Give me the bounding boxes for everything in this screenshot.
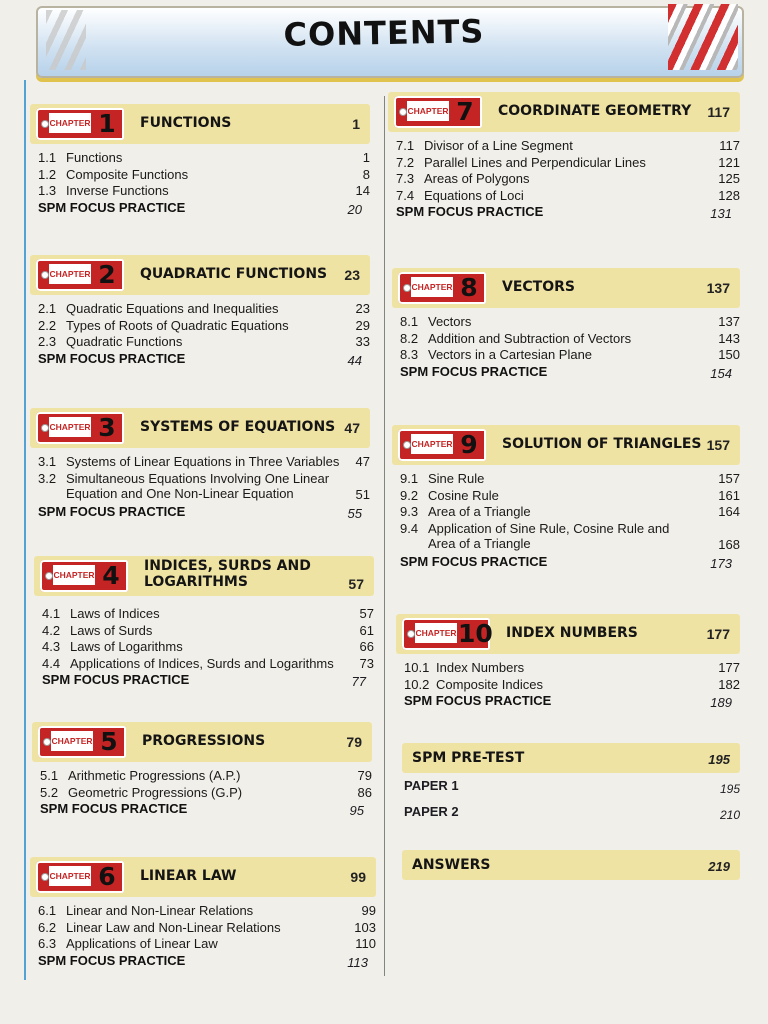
section-title [68, 785, 242, 800]
section-number: 6.1 [38, 903, 57, 918]
section-title-line: Application of Sine Rule, Cosine Rule and [428, 520, 670, 536]
section-number: 10.2 [404, 676, 430, 692]
section-row [400, 471, 740, 488]
section-page: 14 [355, 183, 370, 198]
section-title-line: Geometric Progressions (G.P) [68, 784, 243, 800]
section-row [38, 183, 370, 200]
section-page: 182 [718, 676, 740, 692]
answers-title: ANSWERS [412, 857, 491, 873]
section-number: 1.3 [38, 183, 57, 198]
section-title [66, 334, 182, 349]
chapter-title-line: INDEX NUMBERS [506, 625, 638, 641]
section-title-line: Area of a Triangle [428, 504, 531, 519]
chapter-title [140, 266, 327, 282]
chapter-title [144, 558, 311, 590]
section-page: 61 [359, 622, 374, 638]
chapter-page: 177 [706, 626, 730, 642]
section-title-line: Vectors [428, 314, 472, 329]
section-row [40, 768, 372, 785]
chapter-title [140, 115, 231, 131]
section-page: 110 [355, 936, 376, 951]
section-page: 66 [359, 639, 374, 654]
section-title [428, 488, 499, 503]
chapter-title [142, 733, 265, 749]
section-number: 7.4 [396, 187, 415, 203]
chapter-title-line: COORDINATE GEOMETRY [498, 103, 692, 119]
chapter-title [502, 436, 702, 452]
section-title [66, 920, 281, 935]
section-number: 7.1 [396, 138, 415, 153]
chapter-tag [394, 96, 482, 128]
section-number: 4.4 [42, 655, 61, 671]
tag-hole-icon [43, 738, 51, 746]
section-number: 9.1 [400, 471, 419, 486]
chapter-number: 8 [460, 273, 478, 302]
section-title-line: Sine Rule [428, 471, 485, 486]
section-row [38, 454, 370, 471]
section-page: 73 [359, 655, 374, 671]
tag-hole-icon [403, 441, 411, 449]
chapter-title [502, 279, 575, 295]
chapter-word: CHAPTER [49, 264, 91, 284]
chapter-word: CHAPTER [49, 866, 91, 886]
section-title-line: Functions [66, 150, 123, 165]
section-title-line-2: Equation and One Non-Linear Equation [66, 485, 294, 501]
section-row [38, 936, 376, 953]
chapter-10-bar [396, 614, 740, 654]
section-page: 29 [355, 317, 370, 333]
chapter-word: CHAPTER [49, 417, 91, 437]
spm-focus-practice-page: 44 [347, 352, 362, 368]
chapter-8-bar [392, 268, 740, 308]
paper-1-label: PAPER 1 [404, 778, 459, 793]
chapter-tag [36, 259, 124, 291]
tag-hole-icon [403, 284, 411, 292]
section-number: 5.2 [40, 784, 59, 800]
chapter-word: CHAPTER [53, 565, 95, 585]
section-row [42, 639, 374, 656]
spm-focus-practice-label: SPM FOCUS PRACTICE [42, 672, 190, 687]
spm-focus-practice-page: 113 [347, 954, 368, 970]
spm-focus-practice-page: 77 [351, 674, 366, 689]
section-row [396, 171, 740, 188]
section-title [428, 504, 531, 519]
pretest-title: SPM PRE-TEST [412, 750, 525, 766]
chapter-word: CHAPTER [407, 101, 449, 121]
section-page: 128 [718, 187, 740, 203]
spm-focus-practice-page: 189 [710, 695, 732, 710]
section-title [66, 318, 289, 333]
section-title [66, 903, 253, 918]
section-page: 57 [359, 606, 374, 621]
section-title [66, 471, 329, 501]
section-page: 99 [361, 903, 376, 918]
chapter-title-line: LINEAR LAW [140, 868, 237, 884]
section-title-line: Arithmetic Progressions (A.P.) [68, 768, 241, 783]
section-title-line: Applications of Indices, Surds and Logarithms [70, 655, 334, 671]
section-title-line: Divisor of a Line Segment [424, 138, 573, 153]
section-number: 4.2 [42, 622, 61, 638]
chapter-number: 3 [98, 413, 116, 442]
chapter-page: 137 [706, 280, 730, 296]
section-row [38, 920, 376, 937]
chapter-number: 9 [460, 430, 478, 459]
section-title [428, 471, 484, 486]
section-row [404, 660, 740, 677]
chapter-title-line: SYSTEMS OF EQUATIONS [140, 419, 336, 435]
spm-focus-practice-page: 173 [710, 555, 732, 571]
section-title [68, 768, 240, 783]
section-title [70, 639, 183, 654]
section-number: 4.3 [42, 639, 61, 654]
section-title [436, 677, 543, 692]
section-title-line-2: Area of a Triangle [428, 535, 531, 551]
chapter-page: 47 [344, 420, 360, 436]
chapter-number: 10 [458, 619, 493, 648]
chapter-title [140, 868, 236, 884]
section-row [38, 301, 370, 318]
tag-hole-icon [45, 572, 53, 580]
section-page: 23 [355, 301, 370, 316]
section-title [424, 138, 573, 153]
section-page: 86 [357, 784, 372, 800]
tag-hole-icon [41, 271, 49, 279]
section-title-line: Systems of Linear Equations in Three Variables [66, 454, 340, 469]
section-title-line: Inverse Functions [66, 183, 169, 198]
section-page: 157 [718, 471, 740, 486]
section-title [424, 188, 524, 203]
section-row [38, 318, 370, 335]
section-number: 1.2 [38, 166, 57, 182]
section-title [436, 660, 524, 675]
section-title-line: Laws of Indices [70, 606, 160, 621]
section-number: 9.4 [400, 520, 419, 536]
chapter-page: 1 [352, 116, 360, 132]
chapter-tag [36, 412, 124, 444]
chapter-6-bar [30, 857, 376, 897]
chapter-title-line: SOLUTION OF TRIANGLES [502, 436, 702, 452]
section-row [38, 903, 376, 920]
section-page: 51 [355, 487, 370, 502]
chapter-tag [398, 429, 486, 461]
chapter-4-bar [34, 556, 374, 596]
chapter-3-bar [30, 408, 370, 448]
chapter-tag [36, 108, 124, 140]
section-title [70, 656, 334, 671]
spm-focus-practice-page: 20 [347, 201, 362, 217]
section-title-line: Parallel Lines and Perpendicular Lines [424, 154, 646, 170]
chapter-page: 23 [344, 267, 360, 283]
paper-1-page: 195 [719, 782, 740, 796]
section-row [38, 167, 370, 184]
section-page: 177 [718, 660, 740, 675]
section-title-line: Addition and Subtraction of Vectors [428, 330, 632, 346]
chapter-word: CHAPTER [411, 277, 453, 297]
section-number: 6.3 [38, 936, 57, 951]
section-page: 79 [357, 768, 372, 783]
chapter-word: CHAPTER [51, 731, 93, 751]
section-title-line: Vectors in a Cartesian Plane [428, 347, 593, 362]
section-title-line: Areas of Polygons [424, 171, 530, 186]
chapter-number: 1 [98, 109, 116, 138]
chapter-tag [398, 272, 486, 304]
section-title [66, 183, 169, 198]
section-title-line: Composite Indices [436, 676, 543, 692]
section-page: 168 [718, 537, 740, 552]
section-row [400, 521, 740, 554]
section-number: 1.1 [38, 150, 57, 165]
section-row [42, 623, 374, 640]
spm-focus-practice-page: 131 [710, 206, 732, 221]
chapter-tag [38, 726, 126, 758]
section-title-line: Index Numbers [436, 660, 525, 675]
section-page: 161 [718, 487, 740, 503]
section-page: 121 [718, 154, 740, 170]
tag-hole-icon [41, 120, 49, 128]
spm-focus-practice-label: SPM FOCUS PRACTICE [38, 952, 186, 968]
section-page: 103 [354, 919, 376, 935]
spm-focus-practice-label: SPM FOCUS PRACTICE [40, 801, 188, 816]
section-number: 8.2 [400, 330, 419, 346]
chapter-number: 4 [102, 561, 120, 590]
spm-focus-practice-label: SPM FOCUS PRACTICE [38, 199, 186, 215]
chapter-word: CHAPTER [415, 623, 457, 643]
section-page: 1 [362, 150, 370, 165]
chapter-title [506, 625, 638, 641]
section-title-line: Equations of Loci [424, 187, 524, 203]
section-number: 5.1 [40, 768, 59, 783]
section-number: 4.1 [42, 606, 61, 621]
section-page: 125 [718, 171, 740, 186]
spm-focus-practice-label: SPM FOCUS PRACTICE [400, 363, 548, 379]
chapter-word: CHAPTER [49, 113, 91, 133]
chapter-number: 6 [98, 862, 116, 891]
paper-2-page: 210 [719, 808, 740, 822]
section-page: 33 [355, 334, 370, 349]
chapter-title [498, 103, 691, 119]
section-title [66, 301, 278, 316]
chapter-title-line-2: LOGARITHMS [144, 574, 248, 590]
chapter-page: 57 [348, 576, 364, 592]
chapter-2-bar [30, 255, 370, 295]
section-title-line: Laws of Surds [70, 622, 153, 638]
section-row [38, 471, 370, 504]
section-title-line: Quadratic Functions [66, 334, 183, 349]
section-title [428, 331, 631, 346]
section-row [400, 314, 740, 331]
section-title [428, 347, 592, 362]
spm-focus-practice-label: SPM FOCUS PRACTICE [396, 204, 544, 219]
chapter-title [140, 419, 335, 435]
section-number: 2.1 [38, 301, 57, 316]
section-row [400, 504, 740, 521]
section-row [404, 677, 740, 694]
column-divider [384, 96, 385, 976]
chapter-number: 5 [100, 727, 118, 756]
paper-2-label: PAPER 2 [404, 804, 459, 819]
chapter-title-line: PROGRESSIONS [142, 733, 266, 749]
answers-page: 219 [708, 859, 730, 874]
section-title-line: Linear Law and Non-Linear Relations [66, 919, 281, 935]
section-page: 137 [718, 314, 740, 329]
section-number: 7.2 [396, 154, 415, 170]
section-page: 47 [355, 454, 370, 469]
chapter-title-line: QUADRATIC FUNCTIONS [140, 266, 328, 282]
section-title [424, 171, 530, 186]
section-title-line: Quadratic Equations and Inequalities [66, 301, 279, 316]
section-number: 6.2 [38, 919, 57, 935]
section-title [424, 155, 646, 170]
chapter-9-bar [392, 425, 740, 465]
chapter-1-bar [30, 104, 370, 144]
section-title-line: Linear and Non-Linear Relations [66, 903, 254, 918]
section-title-line: Laws of Logarithms [70, 639, 183, 654]
chapter-7-bar [388, 92, 740, 132]
section-number: 3.1 [38, 454, 57, 469]
section-title [66, 167, 188, 182]
spm-focus-practice-label: SPM FOCUS PRACTICE [400, 553, 548, 569]
chapter-title-line: VECTORS [502, 279, 575, 295]
section-title [428, 314, 471, 329]
section-number: 9.3 [400, 504, 419, 519]
section-number: 8.3 [400, 347, 419, 362]
section-row [40, 785, 372, 802]
tag-hole-icon [41, 873, 49, 881]
tag-hole-icon [41, 424, 49, 432]
section-row [42, 656, 374, 673]
spm-focus-practice-page: 95 [349, 803, 364, 818]
section-number: 2.2 [38, 317, 57, 333]
chapter-page: 157 [706, 437, 730, 453]
section-title [66, 454, 339, 469]
section-row [400, 331, 740, 348]
section-title [66, 150, 122, 165]
chapter-word: CHAPTER [411, 434, 453, 454]
chapter-page: 79 [346, 734, 362, 750]
section-row [38, 150, 370, 167]
chapter-title-line: INDICES, SURDS AND [144, 558, 311, 574]
chapter-page: 117 [707, 104, 730, 120]
section-number: 9.2 [400, 487, 419, 503]
margin-line [24, 80, 26, 980]
section-row [42, 606, 374, 623]
spm-focus-practice-label: SPM FOCUS PRACTICE [38, 503, 186, 519]
tag-hole-icon [407, 630, 415, 638]
pretest-page: 195 [708, 752, 730, 767]
section-page: 143 [718, 330, 740, 346]
section-page: 117 [719, 138, 740, 153]
section-title [70, 606, 160, 621]
section-title [70, 623, 152, 638]
section-row [400, 347, 740, 364]
page-title: CONTENTS [283, 12, 485, 54]
chapter-5-bar [32, 722, 372, 762]
spm-focus-practice-label: SPM FOCUS PRACTICE [38, 350, 186, 366]
chapter-page: 99 [350, 869, 366, 885]
section-row [396, 188, 740, 205]
section-title-line: Applications of Linear Law [66, 936, 218, 951]
chapter-tag [402, 618, 493, 650]
section-title-line: Types of Roots of Quadratic Equations [66, 317, 289, 333]
section-number: 2.3 [38, 334, 57, 349]
section-number: 8.1 [400, 314, 419, 329]
pretest-bar [402, 743, 740, 773]
section-row [396, 155, 740, 172]
chapter-number: 2 [98, 260, 116, 289]
section-page: 164 [718, 504, 740, 519]
spm-focus-practice-page: 154 [710, 365, 732, 381]
chapter-tag [40, 560, 128, 592]
chapter-title-line: FUNCTIONS [140, 115, 232, 131]
section-page: 8 [362, 166, 370, 182]
section-title [66, 936, 218, 951]
section-number: 10.1 [404, 660, 430, 675]
section-row [38, 334, 370, 351]
section-row [396, 138, 740, 155]
spm-focus-practice-page: 55 [347, 505, 362, 521]
section-number: 7.3 [396, 171, 415, 186]
tag-hole-icon [399, 108, 407, 116]
spm-focus-practice-label: SPM FOCUS PRACTICE [404, 693, 552, 708]
section-number: 3.2 [38, 470, 57, 486]
section-row [400, 488, 740, 505]
chapter-tag [36, 861, 124, 893]
section-title-line: Composite Functions [66, 166, 189, 182]
section-title-line: Cosine Rule [428, 487, 499, 503]
section-title-line: Simultaneous Equations Involving One Linear [66, 470, 330, 486]
section-title [428, 521, 669, 551]
chapter-number: 7 [456, 97, 474, 126]
answers-bar [402, 850, 740, 880]
section-page: 150 [718, 347, 740, 362]
